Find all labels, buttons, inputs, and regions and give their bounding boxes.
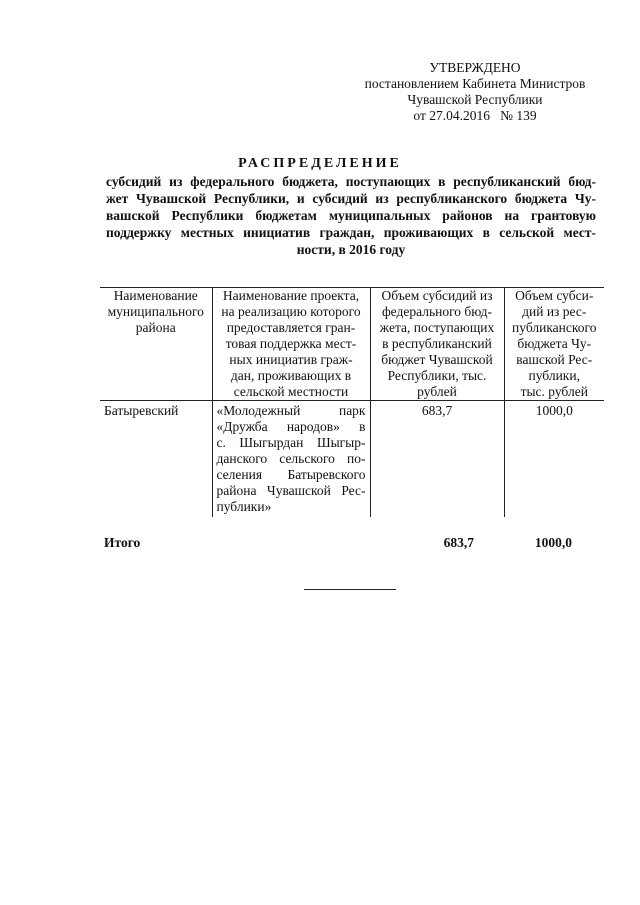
subtitle-line-2: жет Чувашской Республики, и субсидий из республиканского бюджета Чу- xyxy=(106,191,596,206)
approval-line-1: УТВЕРЖДЕНО xyxy=(429,60,521,75)
header-federal-subsidy xyxy=(370,288,504,401)
header-text: дан, проживающих в xyxy=(230,368,352,383)
header-text: Наименование проекта, xyxy=(222,288,360,303)
header-text: публиканского xyxy=(512,320,597,335)
document-subtitle xyxy=(106,173,596,258)
project-text: данского сельского по- xyxy=(216,451,366,466)
header-text: рублей xyxy=(417,384,457,399)
header-text: Объем субси- xyxy=(515,288,594,303)
header-text: предоставляется гран- xyxy=(226,320,356,335)
header-text: ных инициатив граж- xyxy=(229,352,353,367)
cell-district: Батыревский xyxy=(100,401,212,518)
header-project xyxy=(212,288,370,401)
header-text: тыс. рублей xyxy=(520,384,588,399)
total-republic: 1000,0 xyxy=(534,535,572,550)
header-text: федерального бюд- xyxy=(381,304,493,319)
header-text: бюджета Чу- xyxy=(517,336,592,351)
total-label: Итого xyxy=(104,535,141,550)
project-text: «Молодежный парк xyxy=(216,403,366,418)
total-empty xyxy=(212,517,370,553)
project-text: района Чувашской Рес- xyxy=(216,483,366,498)
header-text: дий из рес- xyxy=(522,304,587,319)
table-header-row xyxy=(100,288,604,401)
table-total-row xyxy=(100,517,604,553)
approval-line-3: Чувашской Республики xyxy=(407,92,543,107)
approval-line-2: постановлением Кабинета Министров xyxy=(364,76,586,91)
closing-separator-line xyxy=(304,589,396,590)
header-text: товая поддержка мест- xyxy=(225,336,357,351)
header-text: Республики, тыс. xyxy=(387,368,487,383)
header-text: района xyxy=(135,320,176,335)
table-row xyxy=(100,401,604,518)
project-text: публики» xyxy=(216,499,272,514)
total-federal: 683,7 xyxy=(443,535,474,550)
project-text: «Дружба народов» в xyxy=(216,419,366,434)
cell-project xyxy=(212,401,370,518)
header-text: муниципального xyxy=(107,304,204,319)
project-text: с. Шыгырдан Шыгыр- xyxy=(216,435,366,450)
approval-line-4: от 27.04.2016 № 139 xyxy=(413,108,537,123)
cell-republic: 1000,0 xyxy=(504,401,604,518)
header-text: сельской местности xyxy=(233,384,349,399)
header-text: в республиканский xyxy=(382,336,492,351)
header-text: Объем субсидий из xyxy=(381,288,493,303)
subtitle-line-1: субсидий из федерального бюджета, поступающих в республиканский бюд- xyxy=(106,174,596,189)
header-republic-subsidy xyxy=(504,288,604,401)
header-district xyxy=(100,288,212,401)
project-text: селения Батыревского xyxy=(216,467,366,482)
subtitle-line-4: поддержку местных инициатив граждан, проживающих в сельской мест- xyxy=(106,225,596,240)
subtitle-line-3: вашской Республики бюджетам муниципальных районов на грантовую xyxy=(106,208,596,223)
header-text: Наименование xyxy=(113,288,198,303)
header-text: вашской Рес- xyxy=(516,352,593,367)
document-title: РАСПРЕДЕЛЕНИЕ xyxy=(238,156,402,171)
header-text: публики, xyxy=(528,368,580,383)
subtitle-line-5: ности, в 2016 году xyxy=(296,242,406,257)
header-text: бюджет Чувашской xyxy=(381,352,493,367)
distribution-table xyxy=(100,287,604,553)
approval-block xyxy=(355,60,595,124)
header-text: на реализацию которого xyxy=(221,304,361,319)
cell-federal: 683,7 xyxy=(370,401,504,518)
header-text: жета, поступающих xyxy=(379,320,495,335)
